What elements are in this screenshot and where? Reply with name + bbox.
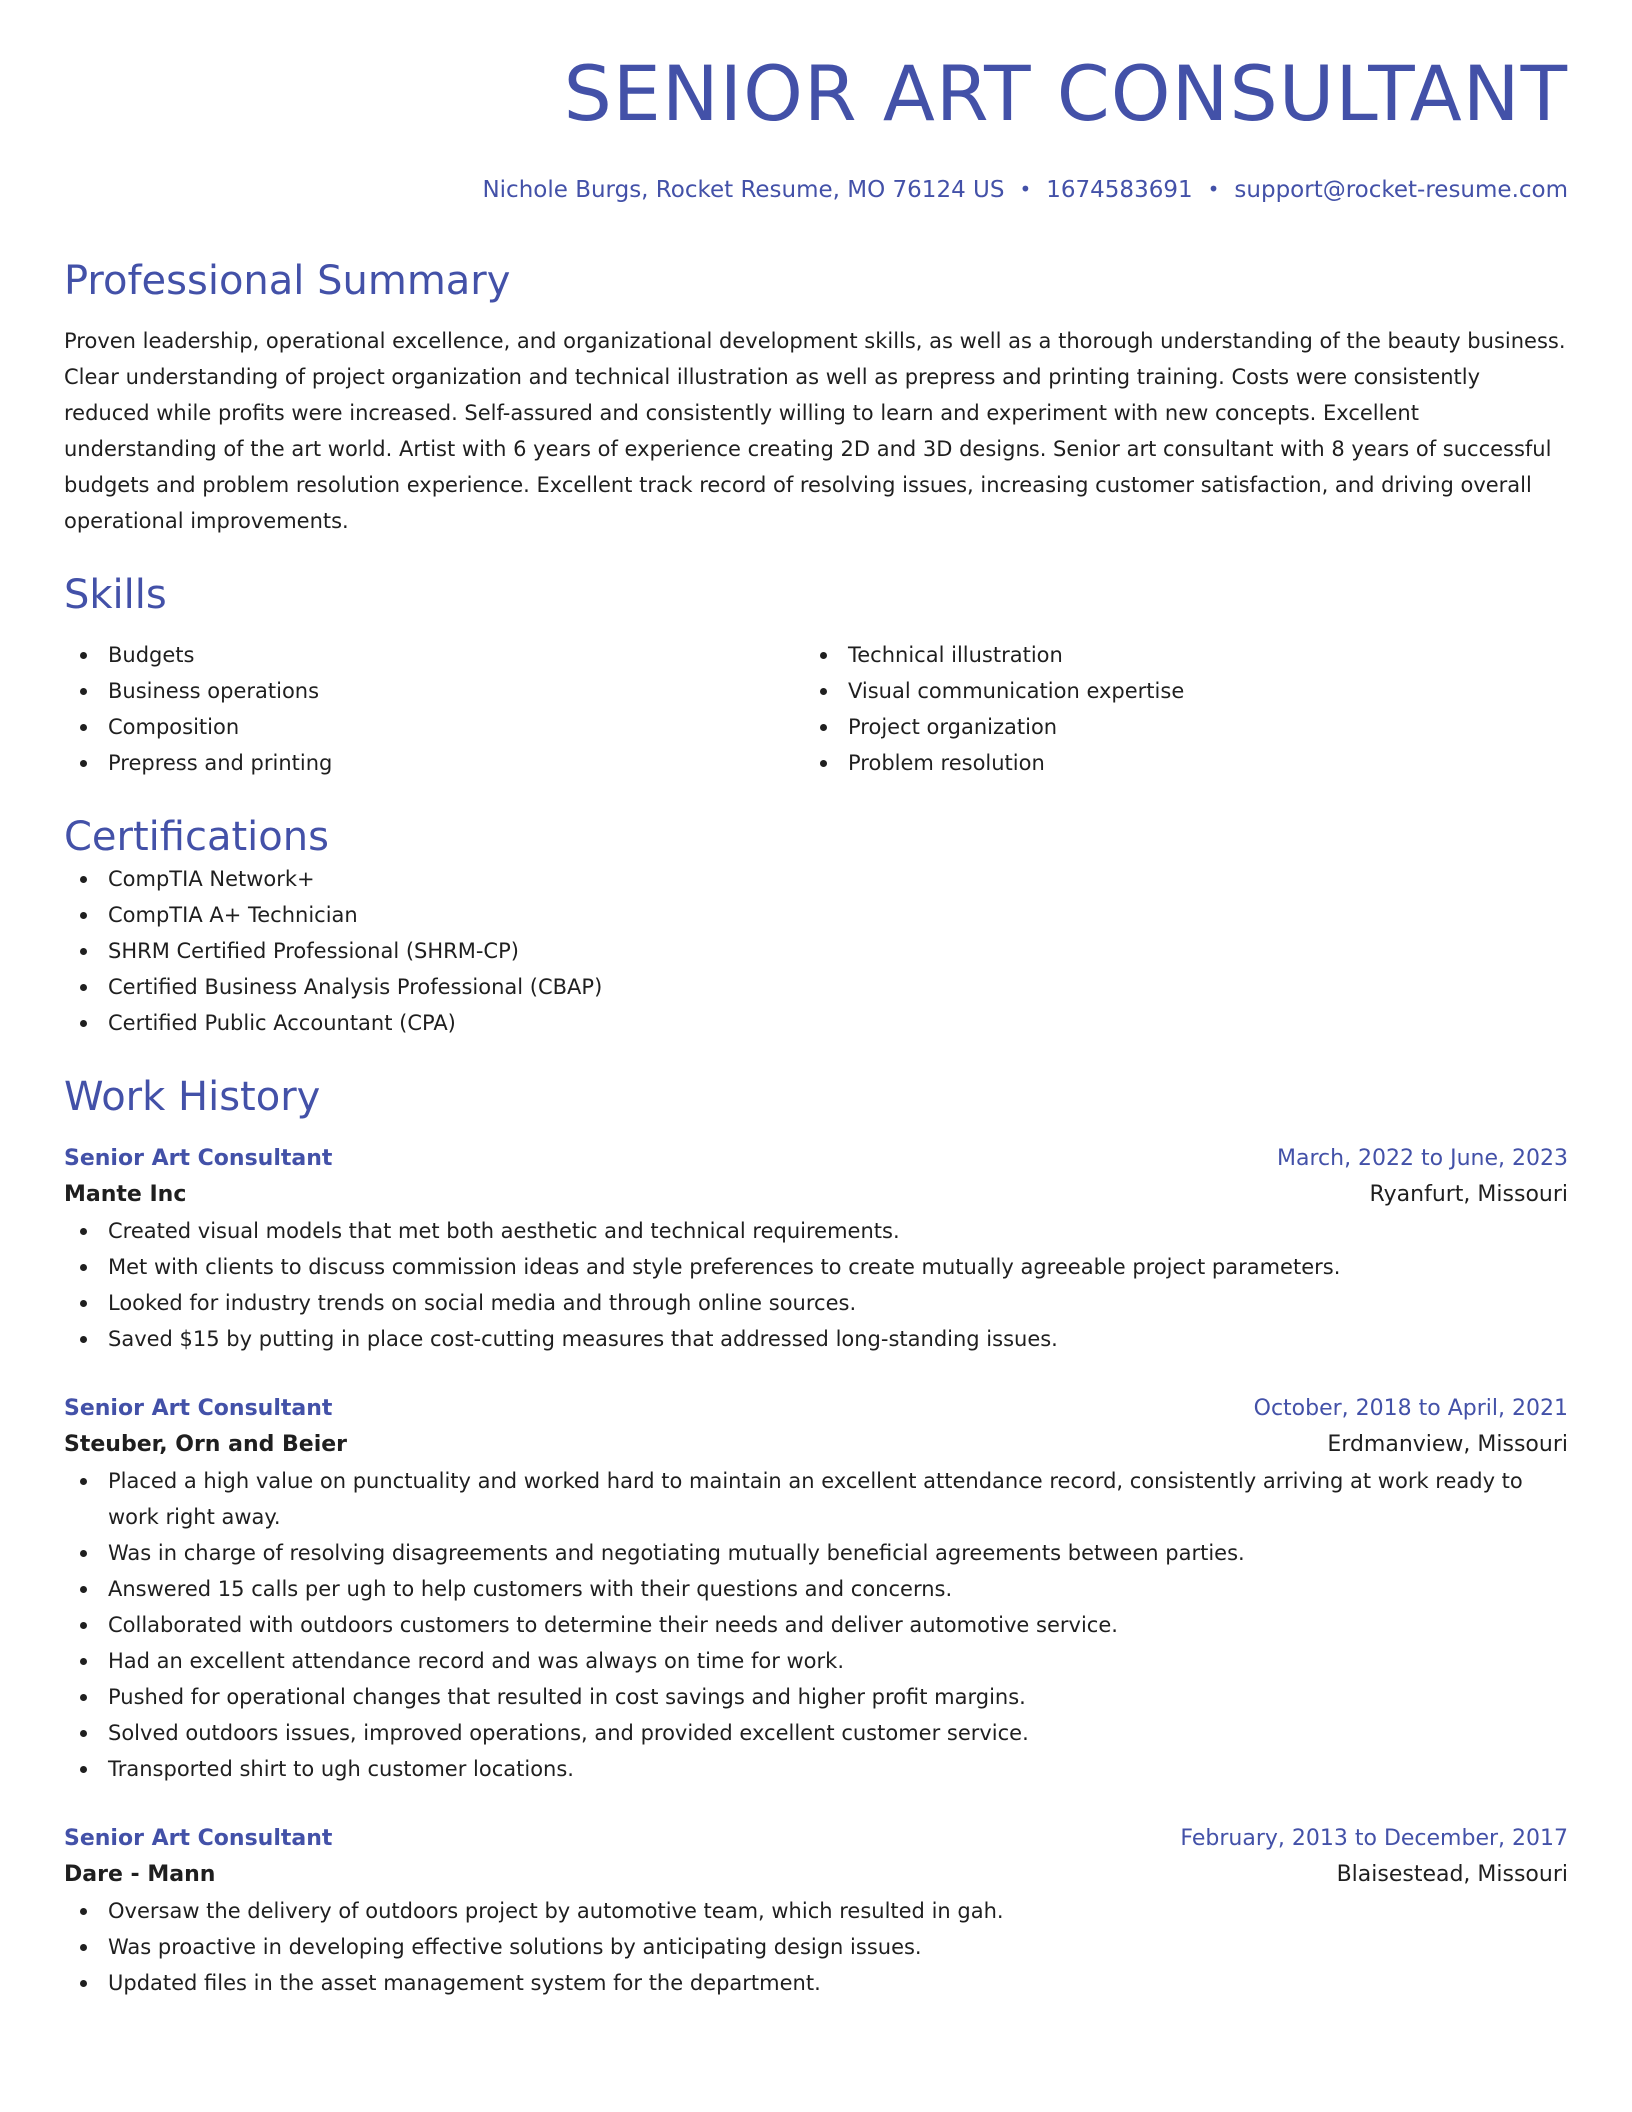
skill-item: Visual communication expertise: [804, 673, 1544, 709]
job-bullet: Saved $15 by putting in place cost-cutting measures that addressed long-standing issues.: [64, 1321, 1568, 1357]
job-header-row: [64, 1821, 1568, 1857]
job-company-row: [64, 1427, 1568, 1463]
job-location: Erdmanview, Missouri: [1327, 1431, 1568, 1457]
certifications-heading: Certifications: [64, 813, 329, 860]
job-bullet: Pushed for operational changes that resulted in cost savings and higher profit margins.: [64, 1679, 1568, 1715]
job-entry: [64, 1141, 1568, 1357]
skills-column-left: [64, 637, 804, 781]
job-bullet: Collaborated with outdoors customers to determine their needs and deliver automotive service.: [64, 1607, 1568, 1643]
skills-grid: [64, 637, 1568, 781]
certification-item: Certified Business Analysis Professional (CBAP): [64, 969, 1568, 1005]
job-bullet: Was proactive in developing effective solutions by anticipating design issues.: [64, 1929, 1568, 1965]
skill-item: Composition: [64, 709, 804, 745]
job-company-row: [64, 1177, 1568, 1213]
job-dates: March, 2022 to June, 2023: [1277, 1145, 1568, 1171]
job-bullet: Updated files in the asset management system for the department.: [64, 1965, 1568, 2001]
skill-item: Technical illustration: [804, 637, 1544, 673]
contact-email[interactable]: support@rocket-resume.com: [1234, 177, 1568, 204]
job-role: Senior Art Consultant: [64, 1395, 333, 1421]
job-dates: February, 2013 to December, 2017: [1180, 1825, 1568, 1851]
job-bullet: Met with clients to discuss commission ideas and style preferences to create mutually agreeable project parameters.: [64, 1249, 1568, 1285]
contact-phone: 1674583691: [1046, 177, 1193, 204]
skills-list-left: [64, 637, 804, 781]
job-bullet-list: [64, 1463, 1568, 1787]
job-company: Steuber, Orn and Beier: [64, 1431, 348, 1457]
certification-item: CompTIA A+ Technician: [64, 897, 1568, 933]
skills-list-right: [804, 637, 1544, 781]
job-entry: [64, 1391, 1568, 1787]
skill-item: Project organization: [804, 709, 1544, 745]
work-history-heading: Work History: [64, 1073, 321, 1120]
job-bullet: Placed a high value on punctuality and worked hard to maintain an excellent attendance record, consistently arriving at work ready to work right away.: [64, 1463, 1568, 1535]
job-location: Ryanfurt, Missouri: [1369, 1181, 1568, 1207]
job-bullet-list: [64, 1213, 1568, 1357]
certification-item: CompTIA Network+: [64, 861, 1568, 897]
contact-separator: •: [1019, 177, 1032, 202]
summary-text: Proven leadership, operational excellence, and organizational development skills, as well as a thorough understanding of the beauty business. Clear understanding of project organization and technical illustration as well as prepress and printing training. Costs were consistently reduced while profits were increased. Self-assured and consistently willing to learn and experiment with new concepts. Excellent understanding of the art world. Artist with 6 years of experience creating 2D and 3D designs. Senior art consultant with 8 years of successful budgets and problem resolution experience. Excellent track record of resolving issues, increasing customer satisfaction, and driving overall operational improvements.: [64, 328, 1566, 533]
job-location: Blaisestead, Missouri: [1336, 1861, 1568, 1887]
job-bullet: Was in charge of resolving disagreements and negotiating mutually beneficial agreements between parties.: [64, 1535, 1568, 1571]
skills-column-right: [804, 637, 1544, 781]
job-entry: [64, 1821, 1568, 2001]
job-dates: October, 2018 to April, 2021: [1253, 1395, 1568, 1421]
contact-separator: •: [1207, 177, 1220, 202]
job-header-row: [64, 1391, 1568, 1427]
resume-title: SENIOR ART CONSULTANT: [563, 49, 1568, 138]
job-bullet-list: [64, 1893, 1568, 2001]
contact-line: [64, 177, 1568, 205]
job-header-row: [64, 1141, 1568, 1177]
certifications-list: [64, 861, 1568, 1041]
job-bullet: Solved outdoors issues, improved operations, and provided excellent customer service.: [64, 1715, 1568, 1751]
contact-address: Nichole Burgs, Rocket Resume, MO 76124 US: [482, 177, 1005, 204]
job-bullet: Transported shirt to ugh customer locations.: [64, 1751, 1568, 1787]
job-role: Senior Art Consultant: [64, 1825, 333, 1851]
job-company: Mante Inc: [64, 1181, 187, 1207]
job-bullet: Looked for industry trends on social media and through online sources.: [64, 1285, 1568, 1321]
job-bullet: Had an excellent attendance record and was always on time for work.: [64, 1643, 1568, 1679]
skill-item: Prepress and printing: [64, 745, 804, 781]
skill-item: Business operations: [64, 673, 804, 709]
job-bullet: Oversaw the delivery of outdoors project by automotive team, which resulted in gah.: [64, 1893, 1568, 1929]
skill-item: Budgets: [64, 637, 804, 673]
job-bullet: Created visual models that met both aesthetic and technical requirements.: [64, 1213, 1568, 1249]
summary-heading: Professional Summary: [64, 257, 511, 304]
skills-heading: Skills: [64, 571, 167, 618]
job-company-row: [64, 1857, 1568, 1893]
skill-item: Problem resolution: [804, 745, 1544, 781]
certification-item: Certified Public Accountant (CPA): [64, 1005, 1568, 1041]
job-role: Senior Art Consultant: [64, 1145, 333, 1171]
job-bullet: Answered 15 calls per ugh to help customers with their questions and concerns.: [64, 1571, 1568, 1607]
certification-item: SHRM Certified Professional (SHRM-CP): [64, 933, 1568, 969]
job-company: Dare - Mann: [64, 1861, 216, 1887]
